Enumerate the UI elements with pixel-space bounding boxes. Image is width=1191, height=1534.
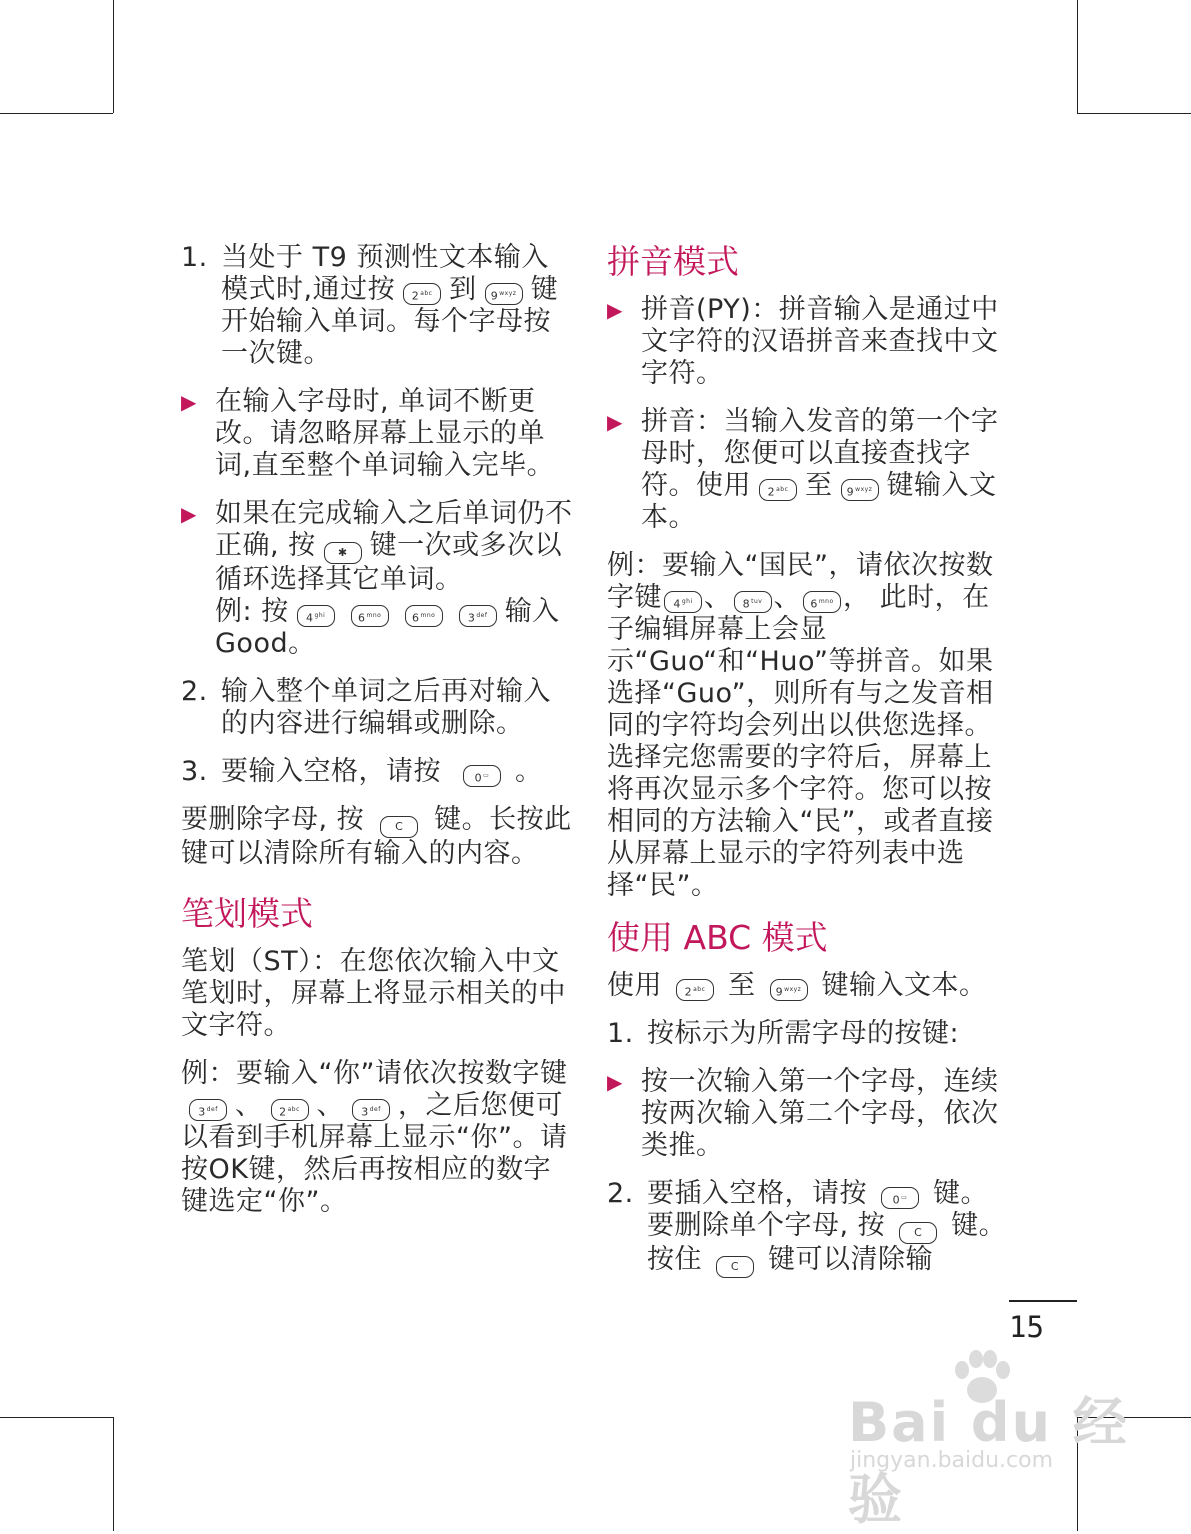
key-6-icon: $6^{mno}$ [803,591,841,613]
delete-paragraph [181,804,573,870]
key-8-icon: $8^{tuv}$ [734,591,772,613]
bullet-text: 如果在完成输入之后单词仍不正确, 按 [215,498,573,561]
page-number: 15 [1009,1300,1077,1352]
bullet-item [181,498,573,660]
bullet-arrow-icon: ▶ [607,298,623,322]
key-9-icon: $9^{wxyz}$ [485,283,523,305]
numbered-item-3 [181,756,573,788]
bullet-text: 拼音(PY)：拼音输入是通过中文字符的汉语拼音来查找中文字符。 [641,294,999,389]
bullet-item [607,294,1007,390]
item-text: 按标示为所需字母的按键: [647,1018,960,1049]
crop-mark [0,113,113,114]
crop-mark [1077,113,1191,114]
item-text: 当处于 T9 预测性文本输入模式时,通过按 [221,242,549,305]
item-text: 键。按住 [647,1210,1007,1275]
bullet-text: 至 [805,470,833,501]
pinyin-mode-heading: 拼音模式 [607,242,739,281]
crop-mark [0,1417,113,1418]
item-text: 键开始输入单词。每个字母按一次键。 [221,274,559,369]
watermark-logo: Bai du 经验 [848,1391,1129,1531]
bullet-arrow-icon: ▶ [181,390,197,414]
item-text: 要插入空格，请按 [647,1178,867,1209]
abc-mode-heading: 使用 ABC 模式 [607,918,828,957]
item-text: 要输入空格，请按 [221,756,441,787]
paragraph-text: ， 此时，在子编辑屏幕上会显示“Guo“和“Huo”等拼音。如果选择“Guo”，则所有与之发音相同的字符均会列出以供您选择。选择完您需要的字符后，屏幕上将再次显示多个字符。您可以按相同的方法输入“民”，或者直接从屏幕上显示的字符列表中选择“民”。 [607,582,994,901]
example-text: 例: 按 [215,596,289,627]
key-6-icon: $6^{mno}$ [351,605,389,627]
key-star-icon: ✱ [324,542,362,564]
key-0-icon: 0▭ [881,1187,919,1209]
key-c-icon: C [899,1222,937,1244]
key-3-icon: $3^{def}$ [189,1099,227,1121]
left-column [181,242,573,1234]
paragraph-text: 要删除字母, 按 [181,804,365,835]
bullet-arrow-icon: ▶ [181,502,197,526]
paragraph-text: ，之后您便可以看到手机屏幕上显示“你”。请按OK键，然后再按相应的数字键选定“你”。 [181,1090,568,1217]
paragraph-text: 至 [728,970,756,1001]
watermark-url: jingyan.baidu.com [850,1448,1054,1473]
crop-mark [113,1417,114,1531]
key-9-icon: $9^{wxyz}$ [841,479,879,501]
stroke-example-paragraph [181,1058,573,1218]
item-number: 1. [607,1018,634,1049]
item-text: 键可以清除输 [768,1244,933,1275]
key-2-icon: $2^{abc}$ [759,479,797,501]
item-text: 输入整个单词之后再对输入的内容进行编辑或删除。 [221,676,551,739]
item-text: 键。要删除单个字母, 按 [647,1178,988,1241]
key-c-icon: C [380,816,418,838]
item-number: 1. [181,242,208,273]
item-number: 2. [181,676,208,707]
bullet-text: 键输入文本。 [641,470,997,533]
baidu-watermark [840,1350,1130,1531]
paragraph-text: 例：要输入“国民”，请依次按数字键 [607,550,994,613]
key-2-icon: $2^{abc}$ [676,979,714,1001]
paragraph-text: 使用 [607,970,662,1001]
numbered-item-1 [607,1018,1007,1050]
key-2-icon: $2^{abc}$ [403,283,441,305]
example-text: 输入 Good。 [215,596,560,659]
crop-mark [113,0,114,113]
separator: 、 [316,1090,344,1121]
key-4-icon: $4^{ghi}$ [664,591,702,613]
bullet-item [607,1066,1007,1162]
right-column [607,242,1007,1294]
separator: 、 [235,1090,263,1121]
pinyin-example-paragraph [607,550,1007,902]
item-text: 到 [449,274,477,305]
key-0-icon: 0▭ [463,765,501,787]
stroke-mode-heading: 笔划模式 [181,894,313,933]
bullet-text: 键一次或多次以循环选择其它单词。 [215,530,563,595]
bullet-arrow-icon: ▶ [607,410,623,434]
crop-mark [1077,0,1078,113]
numbered-item-2 [181,676,573,740]
stroke-paragraph: 笔划（ST）：在您依次输入中文笔划时，屏幕上将显示相关的中文字符。 [181,946,566,1041]
key-3-icon: $3^{def}$ [352,1099,390,1121]
paragraph-text: 键输入文本。 [821,970,987,1001]
paragraph-text: 键。长按此键可以清除所有输入的内容。 [181,804,572,869]
key-9-icon: $9^{wxyz}$ [770,979,808,1001]
key-c-icon: C [716,1256,754,1278]
key-2-icon: $2^{abc}$ [271,1099,309,1121]
abc-paragraph [607,970,1007,1002]
separator: 、 [704,582,732,613]
bullet-item [607,406,1007,534]
item-number: 2. [607,1178,634,1209]
bullet-text: 按一次输入第一个字母，连续按两次输入第二个字母，依次类推。 [641,1066,999,1161]
bullet-arrow-icon: ▶ [607,1070,623,1094]
key-3-icon: $3^{def}$ [459,605,497,627]
bullet-text: 拼音：当输入发音的第一个字母时，您便可以直接查找字符。使用 [641,406,999,501]
key-6-icon: $6^{mno}$ [405,605,443,627]
bullet-text: 在输入字母时, 单词不断更改。请忽略屏幕上显示的单词,直至整个单词输入完毕。 [215,386,555,481]
numbered-item-2 [607,1178,1007,1278]
paragraph-text: 例：要输入“你”请依次按数字键 [181,1058,568,1089]
item-number: 3. [181,756,208,787]
bullet-item [181,386,573,482]
separator: 、 [773,582,801,613]
item-text: 。 [515,756,543,787]
numbered-item-1 [181,242,573,370]
key-4-icon: $4^{ghi}$ [297,605,335,627]
